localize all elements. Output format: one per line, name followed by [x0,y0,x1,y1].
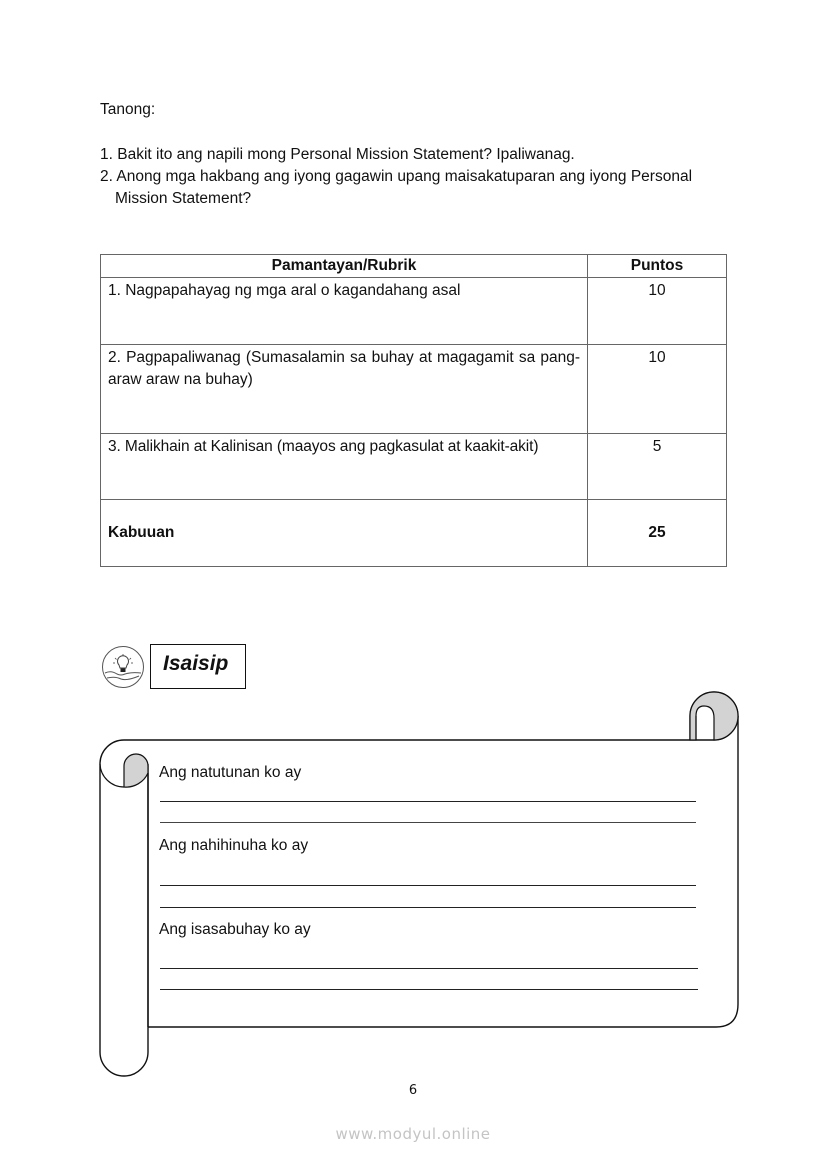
points-cell: 5 [588,434,727,500]
points-cell: 10 [588,278,727,345]
page-number: 6 [408,1083,418,1098]
prompt-natutunan: Ang natutunan ko ay [159,764,302,781]
prompt-nahihinuha: Ang nahihinuha ko ay [159,837,309,854]
total-points: 25 [588,500,727,567]
watermark: www.modyul.online [335,1125,491,1143]
question-2-continued: Mission Statement? [115,190,252,207]
table-row [101,278,727,345]
question-1: 1. Bakit ito ang napili mong Personal Mission Statement? Ipaliwanag. [100,146,575,163]
rubric-header-row [101,255,727,278]
points-header: Puntos [588,255,727,278]
total-row [101,500,727,567]
answer-line[interactable] [160,885,696,886]
criterion-cell: 3. Malikhain at Kalinisan (maayos ang pagkasulat at kaakit-akit) [101,434,588,500]
answer-line[interactable] [160,989,698,990]
criterion-cell: 2. Pagpapaliwanag (Sumasalamin sa buhay at magagamit sa pang-araw araw na buhay) [101,345,588,434]
answer-line[interactable] [160,801,696,802]
prompt-isasabuhay: Ang isasabuhay ko ay [159,921,311,938]
table-row [101,434,727,500]
total-label: Kabuuan [101,500,588,567]
answer-line[interactable] [160,907,696,908]
answer-line[interactable] [160,968,698,969]
section-title: Isaisip [163,652,229,675]
section-title-box [150,644,246,689]
rubric-table [100,254,727,567]
table-row [101,345,727,434]
answer-line[interactable] [160,822,696,823]
points-cell: 10 [588,345,727,434]
criterion-cell: 1. Nagpapahayag ng mga aral o kagandahang asal [101,278,588,345]
questions-heading: Tanong: [100,101,156,118]
lightbulb-hand-icon [101,645,145,689]
question-2: 2. Anong mga hakbang ang iyong gagawin upang maisakatuparan ang iyong Personal [100,168,693,185]
criteria-header: Pamantayan/Rubrik [101,255,588,278]
